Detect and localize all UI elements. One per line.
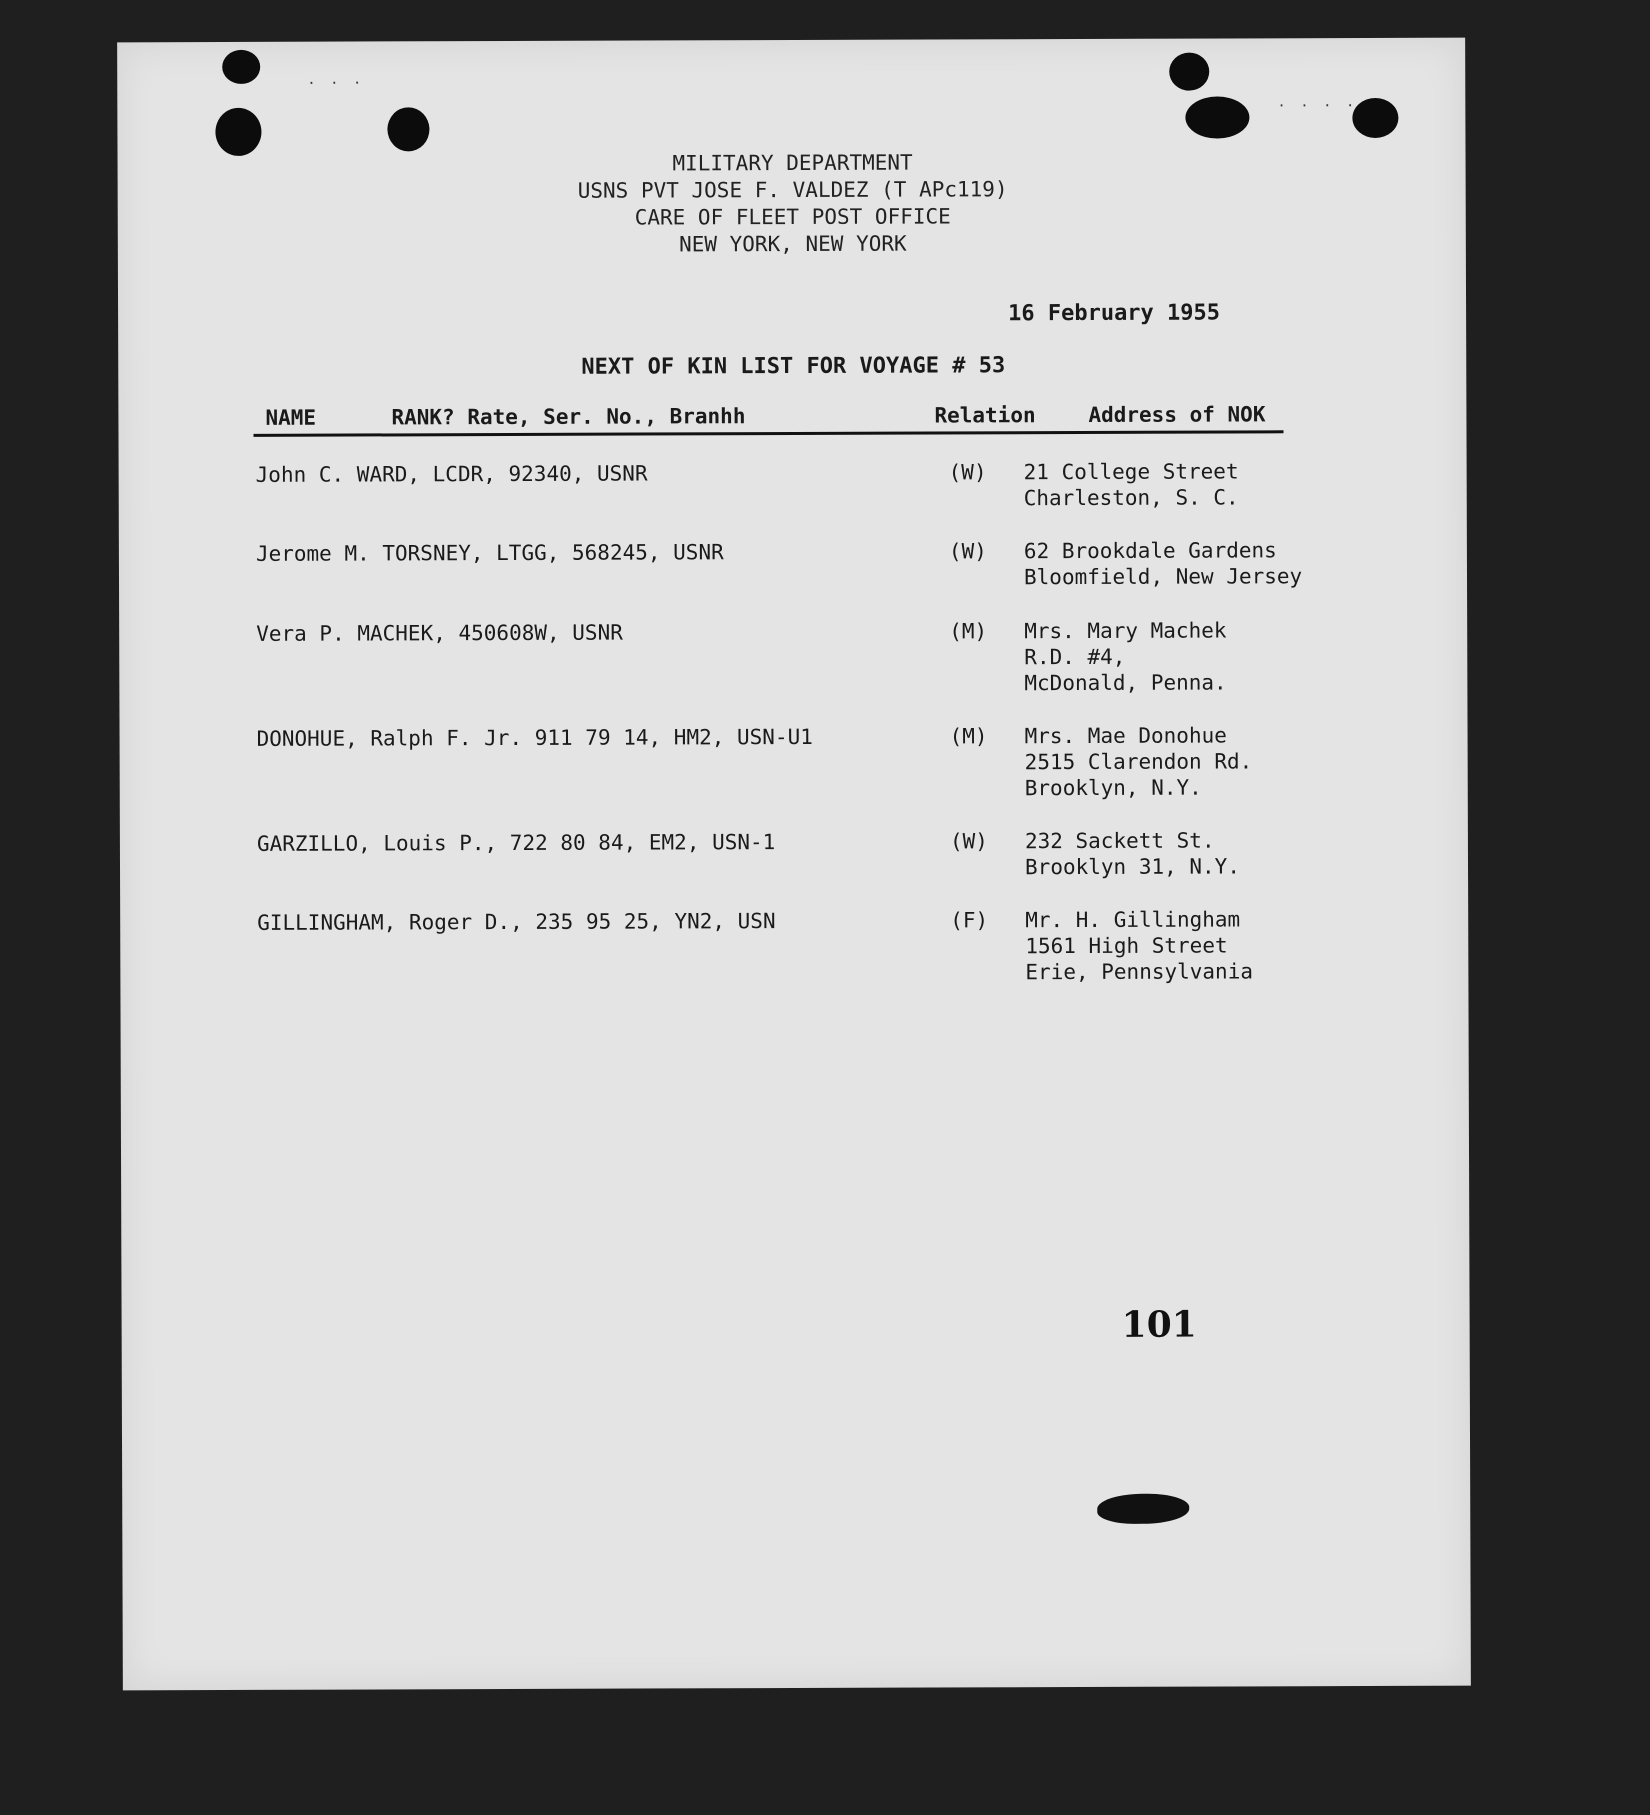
list-item bbox=[120, 722, 1468, 801]
entry-relation: (W) bbox=[949, 829, 988, 854]
entry-name: John C. WARD, LCDR, 92340, USNR bbox=[255, 461, 648, 487]
speck-marks: · · · · bbox=[1277, 98, 1358, 115]
entry-address bbox=[1024, 537, 1302, 590]
ink-smear bbox=[1097, 1494, 1189, 1524]
entry-relation: (M) bbox=[949, 724, 988, 749]
entry-address bbox=[1024, 617, 1227, 696]
entry-name: GARZILLO, Louis P., 722 80 84, EM2, USN-1 bbox=[256, 830, 776, 856]
list-item bbox=[119, 537, 1467, 590]
address-line: Mr. H. Gillingham bbox=[1025, 907, 1241, 933]
entry-address bbox=[1025, 722, 1253, 801]
address-line: Charleston, S. C. bbox=[1023, 485, 1239, 511]
entry-relation: (M) bbox=[949, 619, 988, 644]
entry-name: GILLINGHAM, Roger D., 235 95 25, YN2, USN bbox=[257, 909, 776, 935]
address-line: McDonald, Penna. bbox=[1024, 670, 1227, 696]
address-line: Mrs. Mae Donohue bbox=[1024, 723, 1227, 749]
document-date: 16 February 1955 bbox=[1008, 300, 1221, 327]
address-line: Brooklyn 31, N.Y. bbox=[1024, 854, 1240, 880]
punch-hole bbox=[387, 107, 429, 151]
address-line: Mrs. Mary Machek bbox=[1024, 618, 1227, 644]
entry-address bbox=[1025, 906, 1253, 985]
page-number: 101 bbox=[1121, 1303, 1197, 1346]
entry-relation: (W) bbox=[948, 460, 987, 485]
punch-hole bbox=[1169, 53, 1209, 91]
column-headers bbox=[253, 398, 1283, 437]
entry-name: Jerome M. TORSNEY, LTGG, 568245, USNR bbox=[255, 540, 724, 566]
punch-hole bbox=[222, 50, 260, 84]
document-title: NEXT OF KIN LIST FOR VOYAGE # 53 bbox=[581, 353, 1006, 380]
address-line: 62 Brookdale Gardens bbox=[1023, 538, 1277, 564]
letterhead-line: CARE OF FLEET POST OFFICE bbox=[634, 204, 951, 230]
entry-name: DONOHUE, Ralph F. Jr. 911 79 14, HM2, USN-U1 bbox=[256, 724, 813, 751]
address-line: R.D. #4, bbox=[1024, 644, 1126, 670]
punch-hole bbox=[215, 108, 261, 156]
speck-marks: · · · bbox=[307, 75, 365, 92]
address-line: 232 Sackett St. bbox=[1024, 828, 1215, 854]
entry-name: Vera P. MACHEK, 450608W, USNR bbox=[256, 620, 623, 646]
punch-hole bbox=[1352, 98, 1398, 138]
address-line: 21 College Street bbox=[1023, 459, 1239, 485]
address-line: Brooklyn, N.Y. bbox=[1024, 775, 1202, 801]
list-item bbox=[120, 906, 1468, 985]
punch-hole bbox=[1185, 96, 1249, 138]
letterhead-line: USNS PVT JOSE F. VALDEZ (T APc119) bbox=[577, 177, 1008, 203]
entry-address bbox=[1025, 827, 1240, 880]
letterhead bbox=[558, 149, 1028, 259]
letterhead-line: MILITARY DEPARTMENT bbox=[672, 150, 913, 176]
address-line: 2515 Clarendon Rd. bbox=[1024, 749, 1253, 775]
document-page bbox=[117, 38, 1471, 1691]
entry-relation: (W) bbox=[948, 539, 987, 564]
column-header-address: Address of NOK bbox=[1088, 402, 1266, 427]
entry-relation: (F) bbox=[950, 908, 989, 933]
address-line: 1561 High Street bbox=[1025, 933, 1228, 959]
address-line: Erie, Pennsylvania bbox=[1025, 959, 1253, 985]
list-item bbox=[119, 617, 1467, 696]
list-item bbox=[119, 458, 1467, 511]
list-item bbox=[120, 827, 1468, 880]
column-header-name: NAME bbox=[265, 405, 317, 430]
letterhead-line: NEW YORK, NEW YORK bbox=[678, 231, 907, 257]
address-line: Bloomfield, New Jersey bbox=[1023, 564, 1303, 590]
column-header-relation: Relation bbox=[934, 403, 1036, 428]
column-header-rank: RANK? Rate, Ser. No., Branhh bbox=[391, 404, 746, 430]
entry-address bbox=[1024, 458, 1239, 511]
